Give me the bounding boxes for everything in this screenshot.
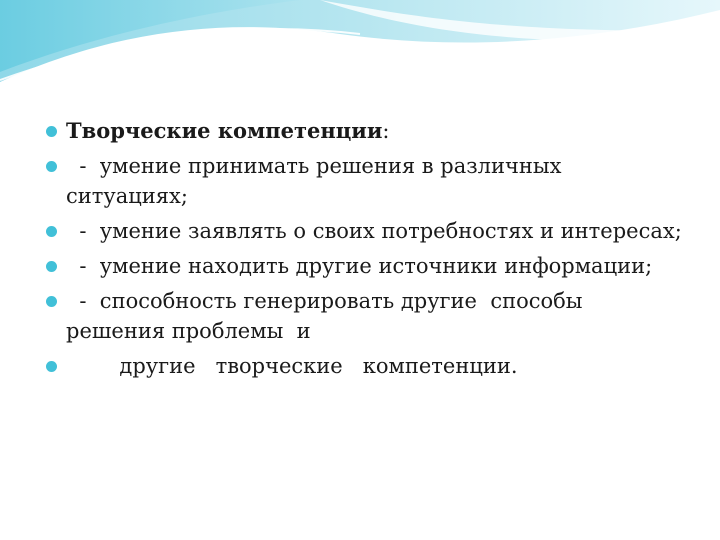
bullet-dot-icon [46, 226, 57, 237]
bullet-list [44, 116, 684, 386]
bullet-text: - умение находить другие источники информации; [66, 254, 653, 278]
bullet-item [44, 216, 684, 246]
bullet-title [44, 116, 684, 146]
title-bold-text: Творческие компетенции [66, 118, 383, 143]
title-suffix: : [382, 119, 390, 143]
bullet-item [44, 351, 684, 381]
bullet-text: другие творческие компетенции. [66, 354, 518, 378]
bullet-text: - умение заявлять о своих потребностях и интересах; [66, 219, 682, 243]
bullet-dot-icon [46, 126, 57, 137]
bullet-item [44, 286, 684, 346]
bullet-text: - умение принимать решения в различных ситуациях; [66, 154, 569, 208]
header-wave-decoration [0, 0, 720, 90]
bullet-dot-icon [46, 161, 57, 172]
bullet-dot-icon [46, 296, 57, 307]
bullet-item [44, 251, 684, 281]
bullet-text: - способность генерировать другие способы решения проблемы и [66, 289, 590, 343]
bullet-dot-icon [46, 361, 57, 372]
bullet-dot-icon [46, 261, 57, 272]
bullet-item [44, 151, 684, 211]
